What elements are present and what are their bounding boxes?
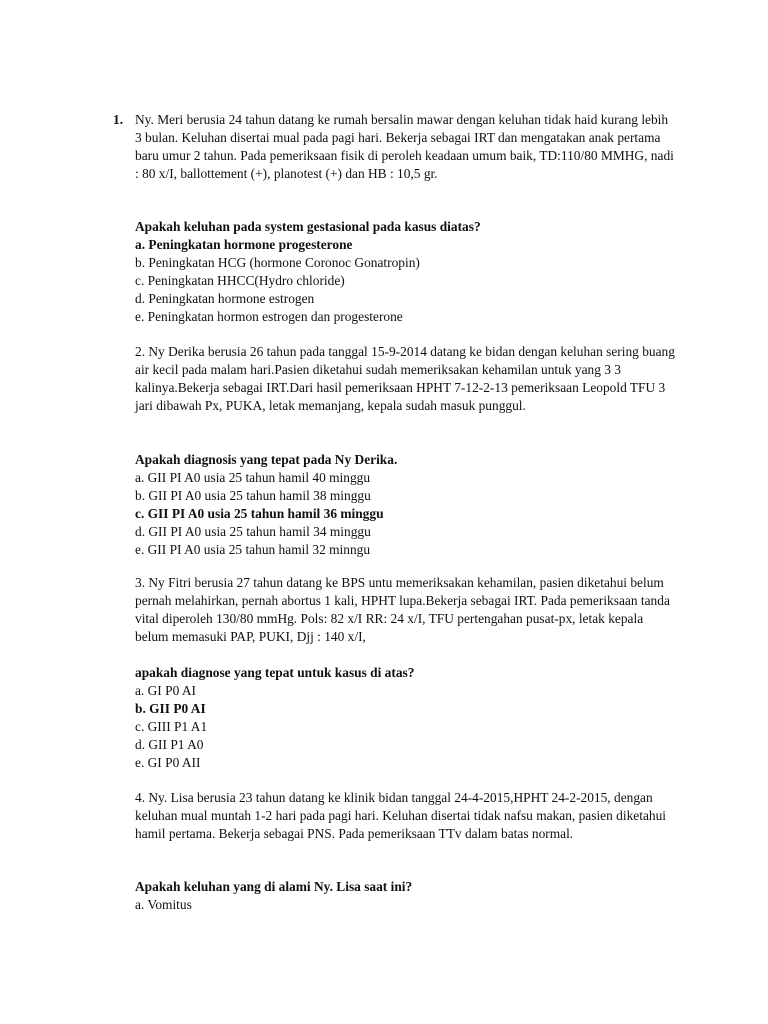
option-1b: b. Peningkatan HCG (hormone Coronoc Gonatropin) (135, 255, 420, 270)
question-1-prompt: Apakah keluhan pada system gestasional pada kasus diatas? (135, 219, 481, 234)
option-2a: a. GII PI A0 usia 25 tahun hamil 40 minggu (135, 470, 371, 485)
question-3-stem (135, 574, 675, 646)
option-2b: b. GII PI A0 usia 25 tahun hamil 38 minggu (135, 488, 371, 503)
question-2-text: 2. Ny Derika berusia 26 tahun pada tanggal 15-9-2014 datang ke bidan dengan keluhan sering buang air kecil pada malam hari.Pasien diketahui sudah memeriksakan kehamilan untuk yang 3 3 kalinya.Bekerja sebagai IRT.Dari hasil pemeriksaan HPHT 7-12-2-13 pemeriksaan Leopold TFU 3 jari dibawah Px, PUKA, letak memanjang, kepala sudah masuk punggul. (135, 344, 675, 413)
option-2c: c. GII PI A0 usia 25 tahun hamil 36 minggu (135, 506, 384, 521)
option-2e: e. GII PI A0 usia 25 tahun hamil 32 minngu (135, 542, 371, 557)
question-1-stem (135, 111, 675, 183)
option-4a: a. Vomitus (135, 897, 192, 912)
option-3a: a. GI P0 AI (135, 683, 196, 698)
question-4-text: 4. Ny. Lisa berusia 23 tahun datang ke klinik bidan tanggal 24-4-2015,HPHT 24-2-2015, dengan keluhan mual muntah 1-2 hari pada pagi hari. Keluhan disertai tidak nafsu makan, pasien diketahui hamil pertama. Bekerja sebagai PNS. Pada pemeriksaan TTv dalam batas normal. (135, 790, 666, 841)
question-3-prompt: apakah diagnose yang tepat untuk kasus di atas? (135, 665, 415, 680)
question-1-number: 1. (113, 112, 124, 127)
question-4-stem (135, 789, 675, 843)
question-1-text: Ny. Meri berusia 24 tahun datang ke rumah bersalin mawar dengan keluhan tidak haid kurang lebih 3 bulan. Keluhan disertai mual pada pagi hari. Bekerja sebagai IRT dan mengatakan anak pertama baru umur 2 tahun. Pada pemeriksaan fisik di peroleh keadaan umum baik, TD:110/80 MMHG, nadi : 80 x/I, ballottement (+), planotest (+) dan HB : 10,5 gr. (135, 112, 674, 181)
option-3e: e. GI P0 AII (135, 755, 201, 770)
option-2d: d. GII PI A0 usia 25 tahun hamil 34 minggu (135, 524, 371, 539)
question-2-stem (135, 343, 675, 415)
option-3b: b. GII P0 AI (135, 701, 206, 716)
question-3-block (135, 664, 675, 772)
question-3-text: 3. Ny Fitri berusia 27 tahun datang ke BPS untu memeriksakan kehamilan, pasien diketahui belum pernah melahirkan, pernah abortus 1 kali, HPHT lupa.Bekerja sebagai IRT. Pada pemeriksaan tanda vital diperoleh 130/80 mmHg. Pols: 82 x/I RR: 24 x/I, TFU pertengahan pusat-px, letak kepala belum memasuki PAP, PUKI, Djj : 140 x/I, (135, 575, 670, 644)
option-1c: c. Peningkatan HHCC(Hydro chloride) (135, 273, 345, 288)
question-2-block (135, 451, 675, 559)
question-1-options (135, 236, 675, 326)
option-1a: a. Peningkatan hormone progesterone (135, 237, 353, 252)
question-4-block (135, 878, 675, 914)
question-1-block (135, 218, 675, 326)
question-3-options (135, 682, 675, 772)
question-4-options (135, 896, 675, 914)
question-2-options (135, 469, 675, 559)
option-3d: d. GII P1 A0 (135, 737, 204, 752)
option-1e: e. Peningkatan hormon estrogen dan progesterone (135, 309, 403, 324)
question-2-prompt: Apakah diagnosis yang tepat pada Ny Derika. (135, 452, 398, 467)
option-3c: c. GIII P1 A1 (135, 719, 208, 734)
question-4-prompt: Apakah keluhan yang di alami Ny. Lisa saat ini? (135, 879, 413, 894)
option-1d: d. Peningkatan hormone estrogen (135, 291, 315, 306)
